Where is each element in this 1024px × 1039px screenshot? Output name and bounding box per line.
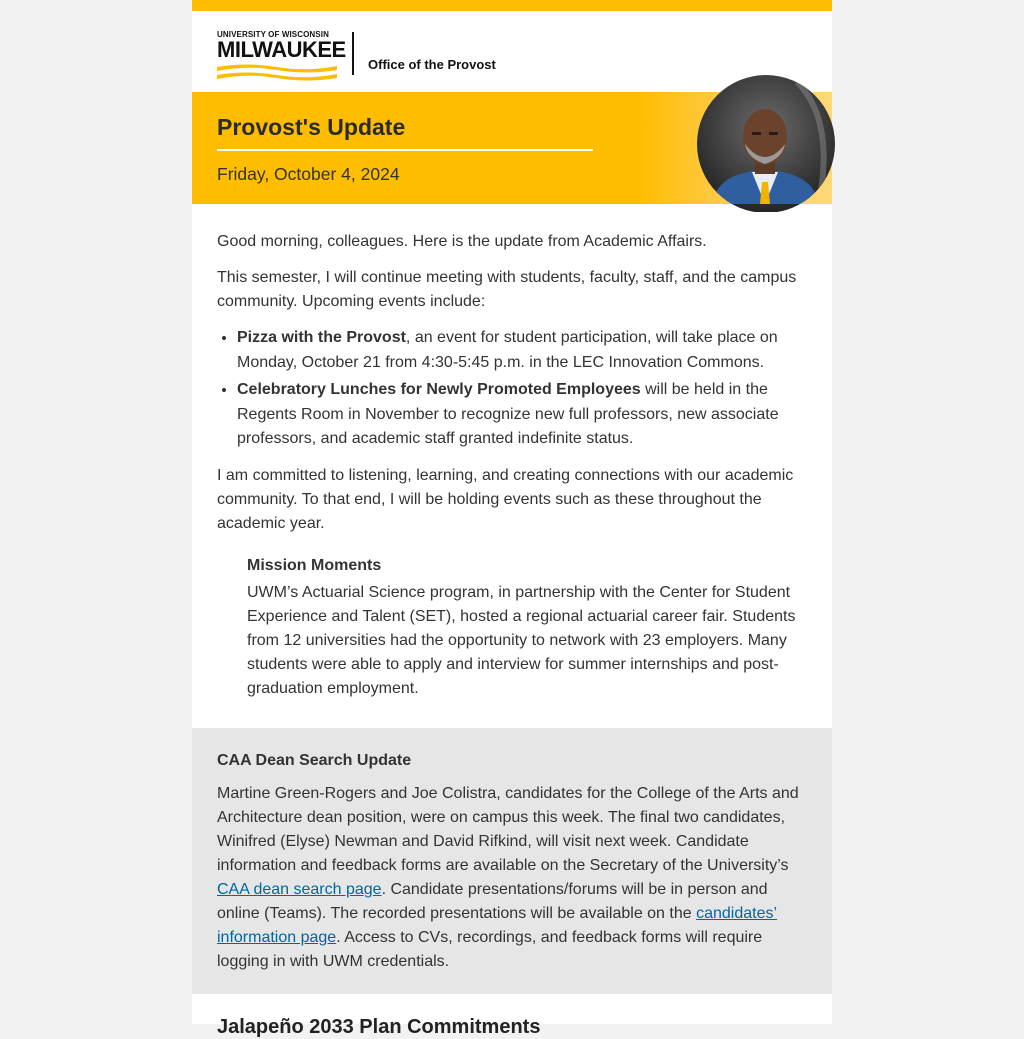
header-divider (352, 32, 354, 75)
title-banner (192, 92, 832, 204)
event-title: Celebratory Lunches for Newly Promoted Employees (237, 381, 641, 398)
list-item (237, 326, 807, 375)
event-description: will be held in the Regents Room in November to recognize new full professors, new associate professors, and academic staff granted indefinite status. (237, 381, 779, 447)
page-title: Provost's Update (217, 114, 406, 140)
event-description: , an event for student participation, will take place on Monday, October 21 from 4:30-5:45 p.m. in the LEC Innovation Commons. (237, 329, 778, 371)
dean-search-title: CAA Dean Search Update (217, 752, 412, 769)
logo-university-text: UNIVERSITY OF WISCONSIN (217, 30, 329, 39)
mission-moments (247, 554, 807, 701)
dean-search-text-2: . Candidate presentations/forums will be in person and online (Teams). The recorded presentations will be available on the (217, 881, 768, 922)
email-container (192, 0, 832, 1038)
mission-title: Mission Moments (247, 556, 382, 574)
logo-waves-icon (217, 63, 337, 83)
header (192, 11, 832, 92)
dean-search-text-1: Martine Green-Rogers and Joe Colistra, candidates for the College of the Arts and Architecture dean position, were on campus this week. The final two candidates, Winifred (Elyse) Newman and David Rifkind, will visit next week. Candidate information and feedback forms are available on the Secretary of the University’s (217, 785, 799, 874)
caa-dean-search-link[interactable]: CAA dean search page (217, 881, 382, 898)
banner-rule (217, 149, 593, 151)
top-accent-bar (192, 0, 832, 11)
provost-portrait (697, 92, 832, 204)
logo-milwaukee-text: MILWAUKEE (217, 37, 346, 62)
dean-search-section (192, 728, 832, 994)
next-section-title: Jalapeño 2033 Plan Commitments (217, 1016, 541, 1038)
event-title: Pizza with the Provost (237, 329, 406, 346)
uwm-logo[interactable] (217, 30, 346, 87)
candidates-information-link[interactable]: candidates’ information page (217, 905, 778, 946)
list-item (237, 378, 807, 452)
greeting-paragraph: Good morning, colleagues. Here is the update from Academic Affairs. (217, 233, 707, 250)
dean-search-body (217, 782, 807, 974)
office-name: Office of the Provost (368, 57, 496, 72)
commitment-paragraph: I am committed to listening, learning, and creating connections with our academic community. To that end, I will be holding events such as these throughout the academic year. (217, 466, 794, 532)
issue-date: Friday, October 4, 2024 (217, 164, 400, 184)
semester-paragraph: This semester, I will continue meeting with students, faculty, staff, and the campus community. Upcoming events include: (217, 269, 797, 310)
events-list (217, 326, 807, 452)
mission-text: UWM’s Actuarial Science program, in partnership with the Center for Student Experience and Talent (SET), hosted a regional actuarial career fair. Students from 12 universities had the opportunity to network with 23 employers. Many students were able to apply and interview for summer internships and post-graduation employment. (247, 583, 796, 697)
dean-search-text-3: . Access to CVs, recordings, and feedback forms will require logging in with UWM credentials. (217, 929, 763, 970)
main-content (192, 204, 832, 701)
